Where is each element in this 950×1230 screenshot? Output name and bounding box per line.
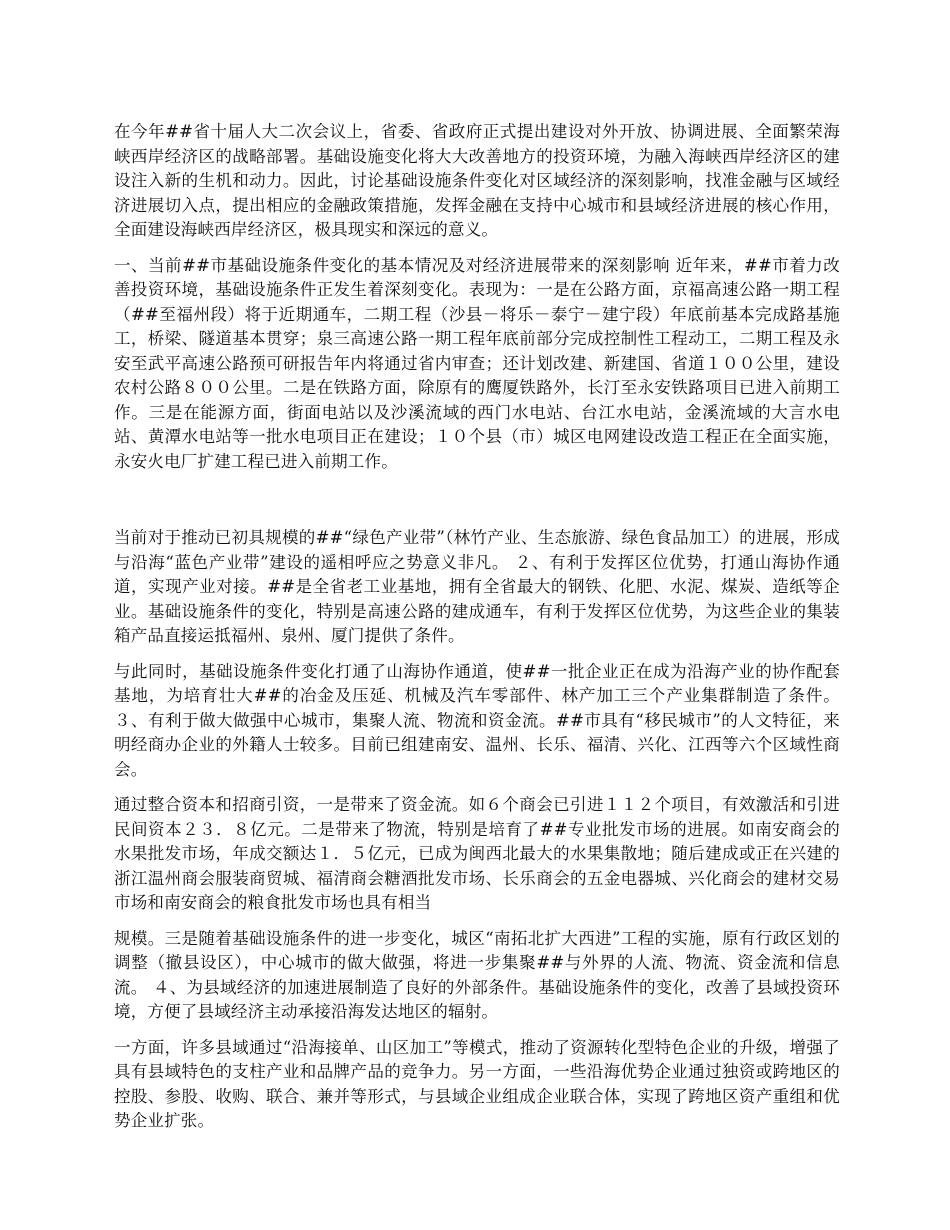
paragraph-mountain-sea: 与此同时，基础设施条件变化打通了山海协作通道，使##一批企业正在成为沿海产业的协作配套基地，为培育壮大##的冶金及压延、机械及汽车零部件、林产加工三个产业集群制造了条件。 ３、有利于做大做强中心城市，集聚人流、物流和资金流。##市具有“移民城市”的人文特征，来明经商办企业的外籍人士较多。目前已组建南安、温州、长乐、福清、兴化、江西等六个区域性商会。: [114, 661, 840, 779]
paragraph-county-economy: 一方面，许多县域通过“沿海接单、山区加工”等模式，推动了资源转化型特色企业的升级，增强了具有县域特色的支柱产业和品牌产品的竞争力。另一方面，一些沿海优势企业通过独资或跨地区的控股、参股、收购、联合、兼并等形式，与县域企业组成企业联合体，实现了跨地区资产重组和优势企业扩张。: [114, 1037, 840, 1130]
paragraph-green-industry: 当前对于推动已初具规模的##“绿色产业带”（林竹产业、生态旅游、绿色食品加工）的进展，形成与沿海“蓝色产业带”建设的遥相呼应之势意义非凡。 ２、有利于发挥区位优势，打通山海协作通道，实现产业对接。##是全省老工业基地，拥有全省最大的钢铁、化肥、水泥、煤炭、造纸等企业。基础设施条件的变化，特别是高速公路的建成通车，有利于发挥区位优势，为这些企业的集装箱产品直接运抵福州、泉州、厦门提供了条件。: [114, 528, 840, 645]
paragraph-capital-flow: 通过整合资本和招商引资，一是带来了资金流。如６个商会已引进１１２个项目，有效激活和引进民间资本２３．８亿元。二是带来了物流，特别是培育了##专业批发市场的进展。如南安商会的水果批发市场，年成交额达１．５亿元，已成为闽西北最大的水果集散地；随后建成或正在兴建的浙江温州商会服装商贸城、福清商会糖酒批发市场、长乐商会的五金电器城、兴化商会的建材交易市场和南安商会的粮食批发市场也具有相当: [114, 795, 840, 912]
page-break-gap: [114, 485, 840, 526]
paragraph-scale: 规模。三是随着基础设施条件的进一步变化，城区“南拓北扩大西进”工程的实施，原有行政区划的调整（撤县设区），中心城市的做大做强，将进一步集聚##与外界的人流、物流、资金流和信息流。 ４、为县域经济的加速进展制造了良好的外部条件。基础设施条件的变化，改善了县域投资环境，方便了县域经济主动承接沿海发达地区的辐射。: [114, 928, 840, 1021]
document-page: [114, 120, 840, 1145]
paragraph-section-one: 一、当前##市基础设施条件变化的基本情况及对经济进展带来的深刻影响 近年来，##市着力改善投资环境，基础设施条件正发生着深刻变化。表现为：一是在公路方面，京福高速公路一期工程（##至福州段）将于近期通车，二期工程（沙县－将乐－泰宁－建宁段）年底前基本完成路基施工，桥梁、隧道基本贯穿；泉三高速公路一期工程年底前部分完成控制性工程动工，二期工程及永安至武平高速公路预可研报告年内将通过省内审查；还计划改建、新建国、省道１００公里，建设农村公路８００公里。二是在铁路方面，除原有的鹰厦铁路外，长汀至永安铁路项目已进入前期工作。三是在能源方面，街面电站以及沙溪流域的西门水电站、台江水电站，金溪流域的大言水电站、黄潭水电站等一批水电项目正在建设；１０个县（市）城区电网建设改造工程正在全面实施，永安火电厂扩建工程已进入前期工作。: [114, 255, 840, 471]
paragraph-intro: 在今年##省十届人大二次会议上，省委、省政府正式提出建设对外开放、协调进展、全面繁荣海峡西岸经济区的战略部署。基础设施变化将大大改善地方的投资环境，为融入海峡西岸经济区的建设注入新的生机和动力。因此，讨论基础设施条件变化对区域经济的深刻影响，找准金融与区域经济进展切入点，提出相应的金融政策措施，发挥金融在支持中心城市和县域经济进展的核心作用，全面建设海峡西岸经济区，极具现实和深远的意义。: [114, 122, 840, 239]
